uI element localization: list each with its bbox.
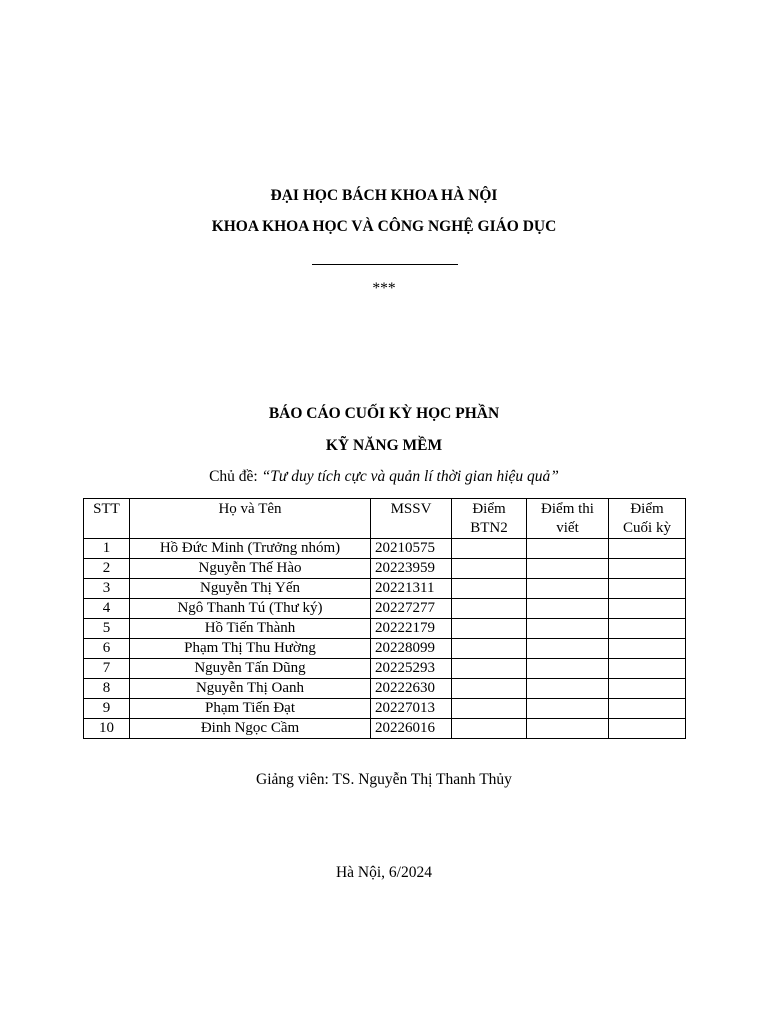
table-row: [84, 659, 686, 679]
cell-final: [609, 679, 686, 699]
header-final: [609, 499, 686, 539]
cell-final: [609, 699, 686, 719]
header-btn2-line2: BTN2: [470, 520, 508, 536]
cell-btn2: [452, 559, 527, 579]
table-row: [84, 539, 686, 559]
header-written-line1: Điểm thi: [541, 501, 594, 517]
cell-mssv: 20222179: [371, 619, 452, 639]
cell-mssv: 20225293: [371, 659, 452, 679]
header-mssv: MSSV: [371, 499, 452, 539]
faculty-name: KHOA KHOA HỌC VÀ CÔNG NGHỆ GIÁO DỤC: [211, 218, 557, 235]
cell-name: Nguyễn Tấn Dũng: [130, 659, 371, 679]
decorative-stars: ***: [372, 280, 396, 297]
cell-written: [527, 559, 609, 579]
table-row: [84, 699, 686, 719]
header-final-line1: Điểm: [630, 501, 664, 517]
cell-mssv: 20222630: [371, 679, 452, 699]
cell-name: Hồ Tiến Thành: [130, 619, 371, 639]
cell-btn2: [452, 539, 527, 559]
header-name: Họ và Tên: [130, 499, 371, 539]
cell-final: [609, 639, 686, 659]
table-row: [84, 679, 686, 699]
table-header-row: [84, 499, 686, 539]
cell-stt: 8: [84, 679, 130, 699]
cell-stt: 9: [84, 699, 130, 719]
cell-final: [609, 719, 686, 739]
cell-btn2: [452, 699, 527, 719]
cell-mssv: 20227277: [371, 599, 452, 619]
table-row: [84, 639, 686, 659]
header-btn2-line1: Điểm: [472, 501, 506, 517]
report-subject: [0, 467, 768, 487]
cell-name: Nguyễn Thị Yến: [130, 579, 371, 599]
course-name: KỸ NĂNG MỀM: [325, 437, 443, 454]
cell-mssv: 20227013: [371, 699, 452, 719]
cell-stt: 6: [84, 639, 130, 659]
cell-written: [527, 599, 609, 619]
header-divider: [312, 264, 458, 265]
table-row: [84, 559, 686, 579]
cell-name: Ngô Thanh Tú (Thư ký): [130, 599, 371, 619]
table-row: [84, 719, 686, 739]
cell-mssv: 20226016: [371, 719, 452, 739]
cell-mssv: 20221311: [371, 579, 452, 599]
cell-btn2: [452, 659, 527, 679]
subject-title: “Tư duy tích cực và quản lí thời gian hiệu quả”: [261, 468, 559, 485]
cell-final: [609, 599, 686, 619]
cell-stt: 1: [84, 539, 130, 559]
cell-written: [527, 619, 609, 639]
table-row: [84, 579, 686, 599]
cell-btn2: [452, 619, 527, 639]
cell-btn2: [452, 719, 527, 739]
cell-btn2: [452, 599, 527, 619]
cell-stt: 2: [84, 559, 130, 579]
cell-name: Đinh Ngọc Cầm: [130, 719, 371, 739]
header-written-line2: viết: [556, 520, 579, 536]
cell-final: [609, 659, 686, 679]
cell-mssv: 20223959: [371, 559, 452, 579]
cell-written: [527, 699, 609, 719]
cell-name: Nguyễn Thế Hào: [130, 559, 371, 579]
table-row: [84, 619, 686, 639]
member-table: [83, 498, 686, 739]
cell-btn2: [452, 679, 527, 699]
lecturer-line: Giảng viên: TS. Nguyễn Thị Thanh Thủy: [256, 771, 512, 788]
cell-mssv: 20228099: [371, 639, 452, 659]
cell-name: Hồ Đức Minh (Trưởng nhóm): [130, 539, 371, 559]
cell-final: [609, 539, 686, 559]
header-btn2: [452, 499, 527, 539]
cell-name: Nguyễn Thị Oanh: [130, 679, 371, 699]
cell-final: [609, 579, 686, 599]
cell-btn2: [452, 639, 527, 659]
cell-stt: 4: [84, 599, 130, 619]
place-date: Hà Nội, 6/2024: [335, 864, 432, 881]
cell-written: [527, 579, 609, 599]
cell-stt: 3: [84, 579, 130, 599]
cell-stt: 5: [84, 619, 130, 639]
cell-written: [527, 639, 609, 659]
cell-name: Phạm Thị Thu Hường: [130, 639, 371, 659]
header-stt: STT: [84, 499, 130, 539]
cell-btn2: [452, 579, 527, 599]
subject-label: Chủ đề:: [209, 468, 262, 485]
cell-written: [527, 659, 609, 679]
report-title: BÁO CÁO CUỐI KỲ HỌC PHẦN: [268, 405, 500, 422]
cell-final: [609, 619, 686, 639]
cell-written: [527, 679, 609, 699]
university-name: ĐẠI HỌC BÁCH KHOA HÀ NỘI: [270, 187, 498, 204]
cell-name: Phạm Tiến Đạt: [130, 699, 371, 719]
header-written-exam: [527, 499, 609, 539]
header-final-line2: Cuối kỳ: [623, 520, 671, 536]
cell-stt: 7: [84, 659, 130, 679]
table-row: [84, 599, 686, 619]
cell-written: [527, 539, 609, 559]
cell-final: [609, 559, 686, 579]
cell-mssv: 20210575: [371, 539, 452, 559]
cell-stt: 10: [84, 719, 130, 739]
cell-written: [527, 719, 609, 739]
